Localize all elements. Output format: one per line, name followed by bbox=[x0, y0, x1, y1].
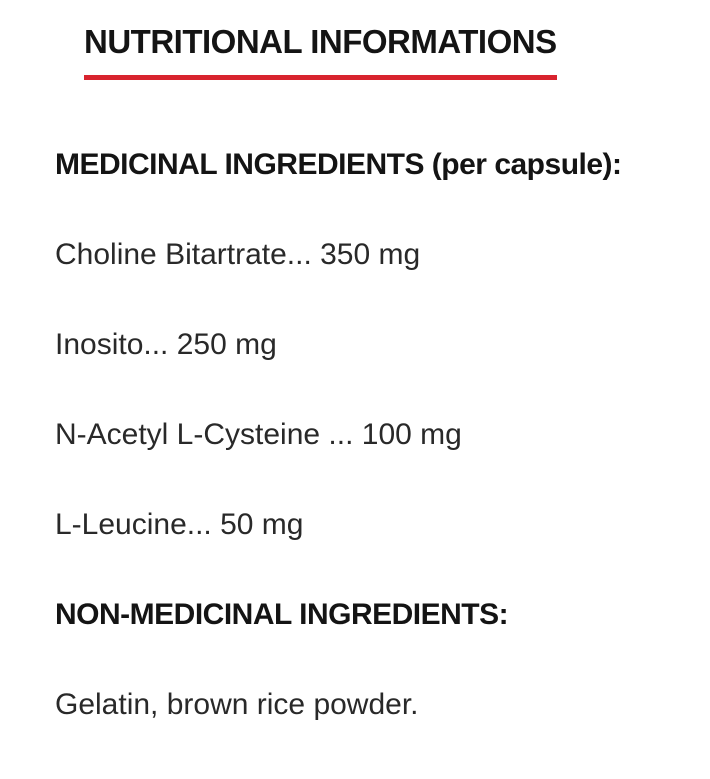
section-title: NUTRITIONAL INFORMATIONS bbox=[84, 22, 557, 80]
nutritional-information-panel bbox=[0, 22, 710, 779]
ingredients-content bbox=[55, 142, 690, 727]
ingredient-line-n-acetyl-l-cysteine: N-Acetyl L-Cysteine ... 100 mg bbox=[55, 417, 462, 451]
ingredient-line-inositol: Inosito... 250 mg bbox=[55, 327, 277, 361]
section-header bbox=[84, 22, 710, 80]
medicinal-ingredients-heading: MEDICINAL INGREDIENTS (per capsule): bbox=[55, 147, 622, 181]
ingredient-line-choline-bitartrate: Choline Bitartrate... 350 mg bbox=[55, 237, 421, 271]
non-medicinal-ingredients-body: Gelatin, brown rice powder. bbox=[55, 687, 419, 721]
ingredient-line-l-leucine: L-Leucine... 50 mg bbox=[55, 507, 304, 541]
non-medicinal-ingredients-heading: NON-MEDICINAL INGREDIENTS: bbox=[55, 597, 509, 631]
